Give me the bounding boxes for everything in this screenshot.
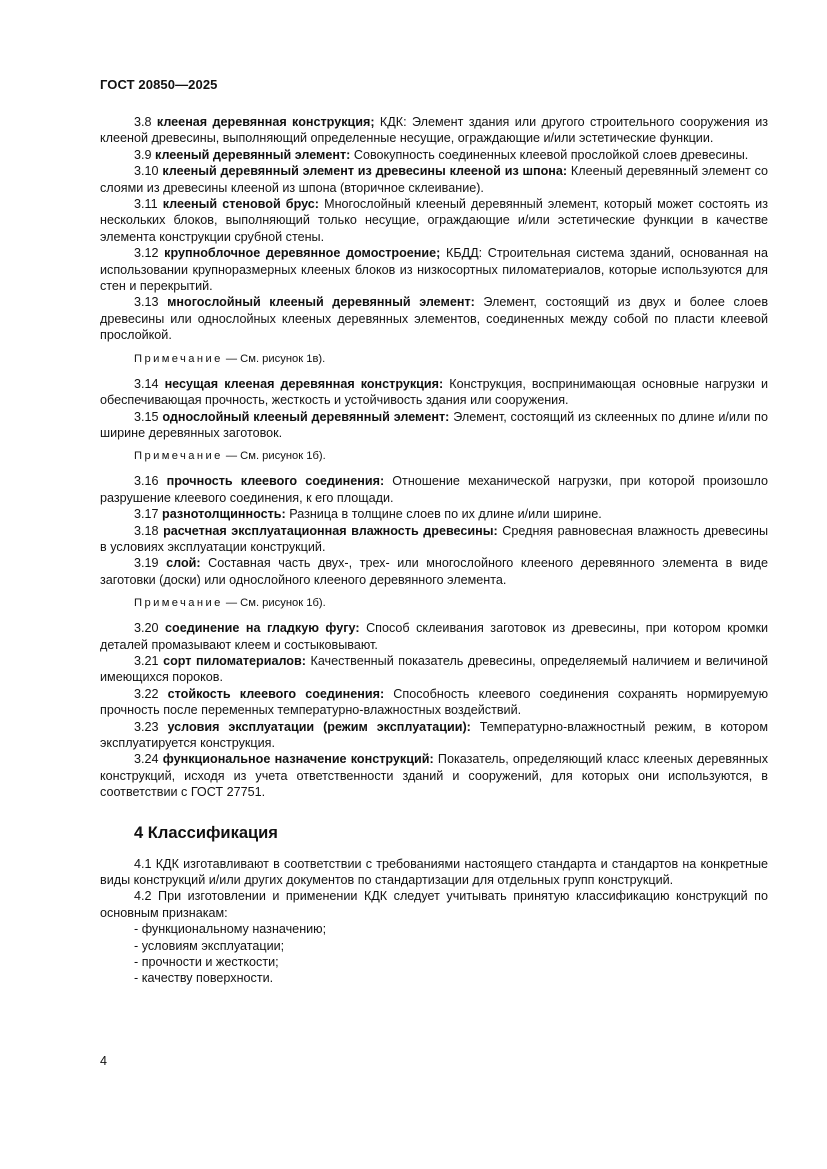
term-text: Совокупность соединенных клеевой прослойкой слоев древесины. (353, 147, 749, 162)
term-number: 3.24 (134, 752, 159, 767)
term-text: Показатель, определяющий класс клееных деревянных конструкций, исходя из учета ответственности зданий и сооружений, для которых они используются, в соответствии с ГОСТ 27751. (100, 752, 769, 800)
term-definition (100, 653, 768, 686)
term-text: Элемент, состоящий из двух и более слоев древесины или однослойных клееных деревянных элементов, соединенных между собой по пласти клеевой прослойкой. (100, 295, 769, 343)
terms-group-c (100, 473, 768, 588)
page-number: 4 (100, 1054, 108, 1068)
term-definition (100, 245, 768, 294)
term-text: Многослойный клееный деревянный элемент, который может состоять из нескольких блоков, выполняющий только несущие, ограждающие и/или эстетические функции в качестве элемента конструкции срубной стены. (100, 197, 768, 244)
note-text: — См. рисунок 1б). (225, 450, 326, 463)
section-heading-classification: 4 Классификация (134, 823, 278, 842)
term-number: 3.9 (134, 147, 152, 162)
note-label: Примечание (134, 352, 223, 365)
term-definition (100, 114, 768, 147)
note-label: Примечание (134, 597, 223, 610)
term-name: стойкость клеевого соединения: (167, 686, 385, 701)
term-text: Составная часть двух-, трех- или многослойного клееного деревянного элемента в виде заготовки (доски) или однослойного клееного деревянного элемента. (100, 556, 769, 587)
note-2 (134, 449, 768, 463)
term-number: 3.13 (134, 295, 159, 310)
paragraph-4-1: 4.1 КДК изготавливают в соответствии с требованиями настоящего стандарта и стандартов на конкретные виды конструкций и/или других документов по стандартизации для отдельных групп конструкций. (100, 856, 768, 888)
term-name: условия эксплуатации (режим эксплуатации): (167, 719, 471, 734)
term-text: Разница в толщине слоев по их длине и/или ширине. (289, 507, 602, 522)
term-text: Элемент, состоящий из склеенных по длине и/или по ширине деревянных заготовок. (100, 409, 769, 440)
term-number: 3.16 (134, 474, 159, 489)
term-number: 3.17 (134, 507, 159, 522)
term-number: 3.11 (134, 197, 158, 212)
term-name: клееный стеновой брус: (162, 197, 319, 212)
term-text: Способ склеивания заготовок из древесины, при котором кромки деталей промазывают клеем и состыковывают. (100, 621, 769, 652)
term-name: сорт пиломатериалов: (163, 653, 306, 668)
term-definition (100, 376, 768, 409)
term-name: соединение на гладкую фугу: (165, 621, 360, 636)
terms-group-d (100, 620, 768, 800)
paragraph-4-2: 4.2 При изготовлении и применении КДК следует учитывать принятую классификацию конструкций по основным признакам: (100, 889, 768, 920)
term-name: прочность клеевого соединения: (166, 474, 385, 489)
term-number: 3.21 (134, 653, 159, 668)
term-name: разнотолщинность: (162, 507, 286, 522)
term-number: 3.8 (134, 115, 152, 129)
term-text: Способность клеевого соединения сохранять нормируемую прочность после переменных температурно-влажностных воздействий. (100, 686, 769, 718)
terms-group-b (100, 376, 768, 442)
term-definition (100, 555, 768, 588)
term-definition (100, 686, 768, 719)
term-text: Средняя равновесная влажность древесины в условиях эксплуатации конструкций. (100, 523, 769, 554)
term-definition (100, 294, 768, 343)
term-number: 3.15 (134, 409, 159, 424)
term-name: клееная деревянная конструкция; (156, 115, 375, 129)
term-name: расчетная эксплуатационная влажность древесины: (163, 523, 498, 538)
term-text: КДК: Элемент здания или другого строительного сооружения из клееной древесины, выполняющий определенные несущие, ограждающие и/или эстетические функции. (100, 115, 769, 146)
document-body (100, 114, 768, 987)
term-definition (100, 719, 768, 752)
term-text: Отношение механической нагрузки, при которой произошло разрушение клеевого соединения, к его площади. (100, 474, 768, 505)
term-name: слой: (166, 556, 201, 571)
note-text: — См. рисунок 1в). (225, 352, 326, 365)
term-name: многослойный клееный деревянный элемент: (167, 295, 475, 310)
term-number: 3.19 (134, 556, 159, 571)
note-label: Примечание (134, 450, 223, 463)
term-definition (100, 147, 768, 163)
term-text: Клееный деревянный элемент со слоями из древесины клееной из шпона (вторичное склеивание). (100, 164, 769, 195)
document-header-id: ГОСТ 20850—2025 (100, 77, 218, 92)
note-3 (134, 596, 768, 610)
term-text: Качественный показатель древесины, определяемый наличием и величиной имеющихся пороков. (100, 653, 768, 685)
classification-list (100, 921, 768, 987)
terms-group-a (100, 114, 768, 344)
note-text: — См. рисунок 1б). (225, 597, 326, 610)
list-item: - функциональному назначению; (134, 922, 327, 937)
term-number: 3.14 (134, 376, 159, 391)
term-number: 3.23 (134, 719, 159, 734)
term-number: 3.20 (134, 621, 159, 636)
term-definition (100, 409, 768, 442)
note-1 (134, 352, 768, 366)
list-item: - прочности и жесткости; (134, 955, 279, 970)
term-definition (100, 620, 768, 653)
term-text: Конструкция, воспринимающая основные нагрузки и обеспечивающая прочность, жесткость и устойчивость здания или сооружения. (100, 376, 769, 408)
term-definition (100, 751, 768, 800)
term-name: клееный деревянный элемент из древесины клееной из шпона: (162, 164, 568, 179)
term-text: КБДД: Строительная система зданий, основанная на использовании крупноразмерных клееных блоков из низкосортных пиломатериалов, которые используются для стен и перекрытий. (100, 246, 769, 294)
term-definition (100, 523, 768, 556)
term-name: функциональное назначение конструкций: (162, 752, 434, 767)
term-number: 3.18 (134, 523, 159, 538)
term-name: однослойный клееный деревянный элемент: (162, 409, 450, 424)
term-name: клееный деревянный элемент: (155, 147, 351, 162)
term-name: несущая клееная деревянная конструкция: (164, 376, 444, 391)
term-number: 3.12 (134, 246, 159, 261)
term-definition (100, 473, 768, 506)
term-definition (100, 196, 768, 245)
term-definition (100, 506, 768, 522)
list-item: - качеству поверхности. (134, 971, 274, 986)
list-item: - условиям эксплуатации; (134, 938, 285, 953)
term-text: Температурно-влажностный режим, в котором эксплуатируется конструкция. (100, 719, 769, 750)
term-number: 3.22 (134, 686, 159, 701)
term-name: крупноблочное деревянное домостроение; (164, 246, 441, 261)
term-definition (100, 163, 768, 196)
term-number: 3.10 (134, 164, 159, 179)
